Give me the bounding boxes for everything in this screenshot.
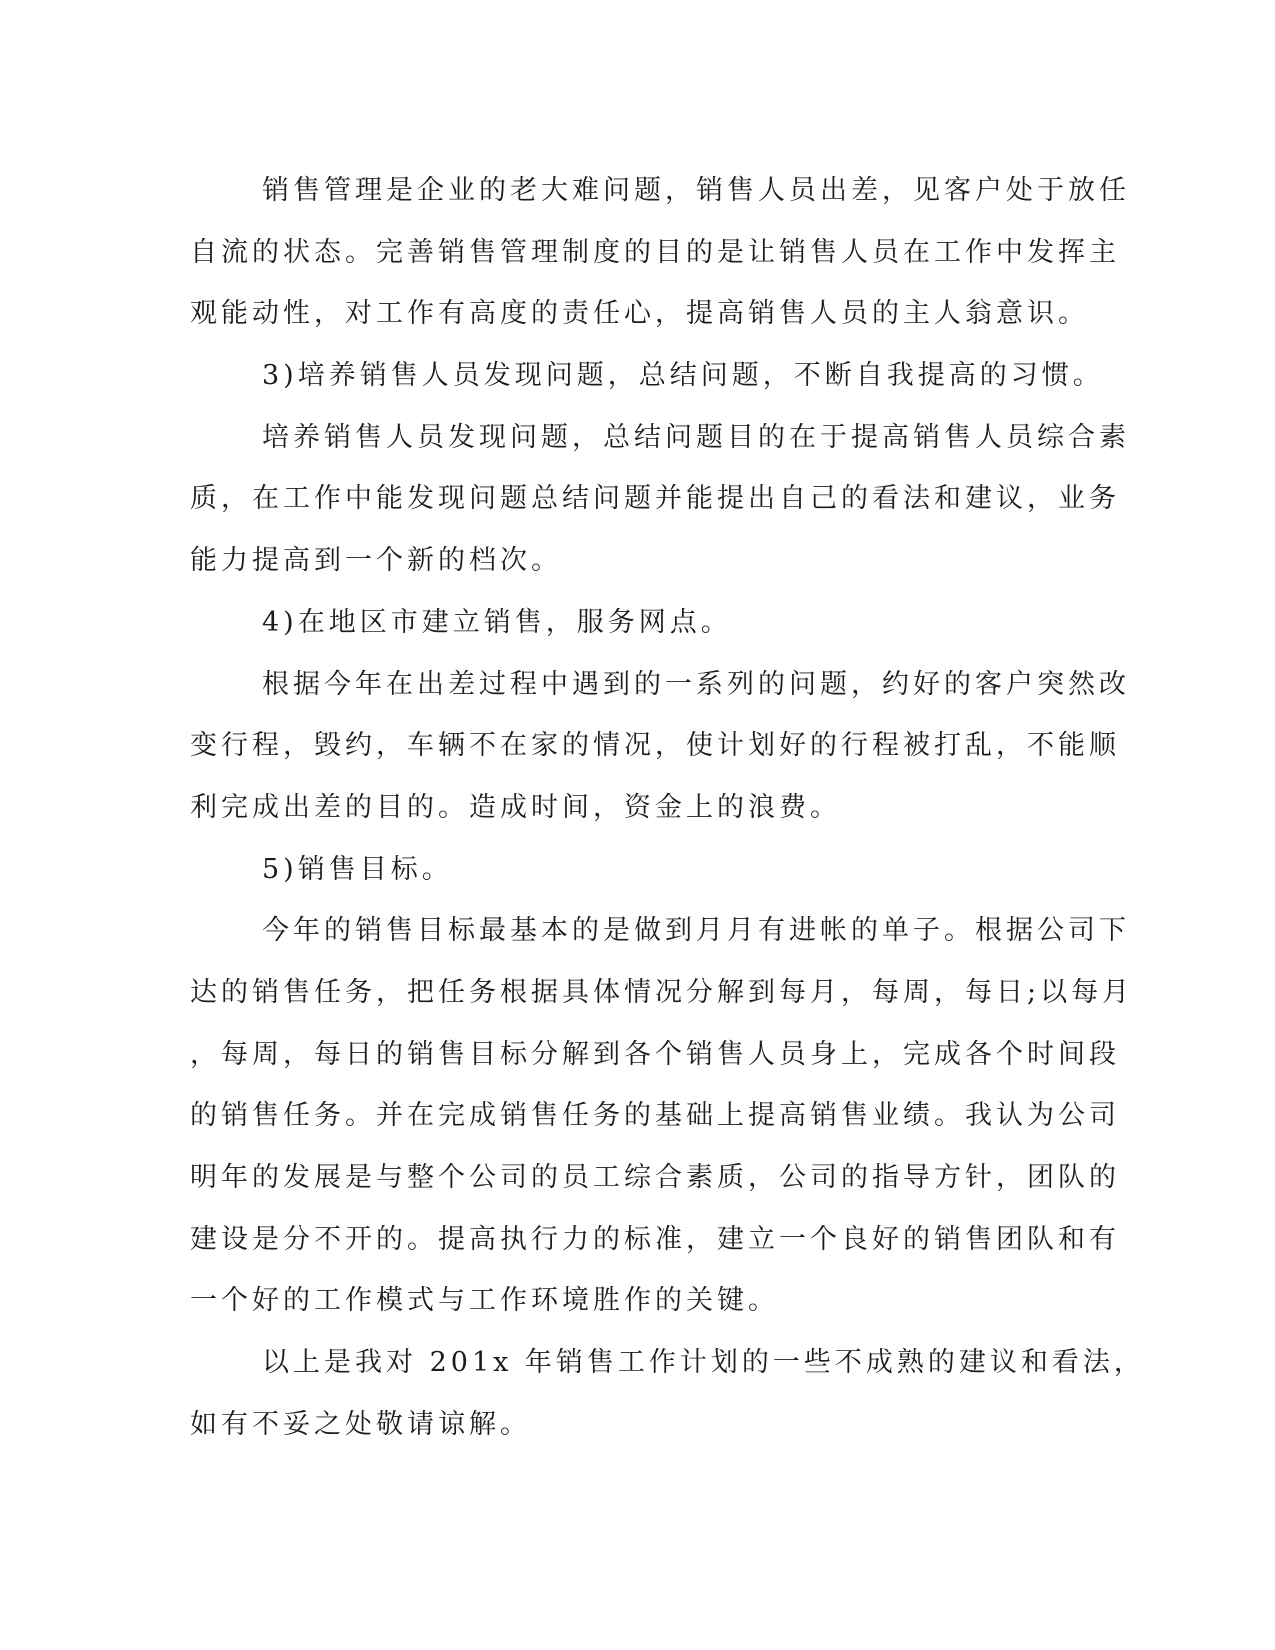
text-line: 的销售任务。并在完成销售任务的基础上提高销售业绩。我认为公司 [190,1100,1120,1132]
text-line: 建设是分不开的。提高执行力的标准，建立一个良好的销售团队和有 [190,1223,1120,1255]
text-line: 如有不妥之处敬请谅解。 [190,1408,531,1440]
text-line: 能力提高到一个新的档次。 [190,545,562,577]
text-line: 明年的发展是与整个公司的员工综合素质，公司的指导方针，团队的 [190,1162,1120,1193]
text-line: 一个好的工作模式与工作环境胜作的关键。 [190,1285,779,1317]
section-heading-5: 5)销售目标。 [262,853,453,885]
section-heading-3: 3)培养销售人员发现问题，总结问题，不断自我提高的习惯。 [262,360,1104,392]
text-line: 质，在工作中能发现问题总结问题并能提出自己的看法和建议，业务 [190,483,1120,515]
text-line: 观能动性，对工作有高度的责任心，提高销售人员的主人翁意识。 [190,298,1089,330]
text-line: 利完成出差的目的。造成时间，资金上的浪费。 [190,791,841,823]
text-line: 今年的销售目标最基本的是做到月月有进帐的单子。根据公司下 [262,915,1130,947]
text-line: 培养销售人员发现问题，总结问题目的在于提高销售人员综合素 [262,421,1130,453]
section-heading-4: 4)在地区市建立销售，服务网点。 [262,606,732,638]
text-line: 销售管理是企业的老大难问题，销售人员出差，见客户处于放任 [262,175,1130,206]
text-line: 自流的状态。完善销售管理制度的目的是让销售人员在工作中发挥主 [190,236,1120,268]
text-line: 以上是我对 201x 年销售工作计划的一些不成熟的建议和看法， [262,1347,1145,1379]
text-line: 变行程，毁约，车辆不在家的情况，使计划好的行程被打乱，不能顺 [190,730,1120,762]
document-body [190,160,1145,1455]
text-line: ，每周，每日的销售目标分解到各个销售人员身上，完成各个时间段 [190,1038,1120,1070]
text-line: 根据今年在出差过程中遇到的一系列的问题，约好的客户突然改 [262,668,1130,700]
text-line: 达的销售任务，把任务根据具体情况分解到每月，每周，每日;以每月 [190,976,1134,1008]
